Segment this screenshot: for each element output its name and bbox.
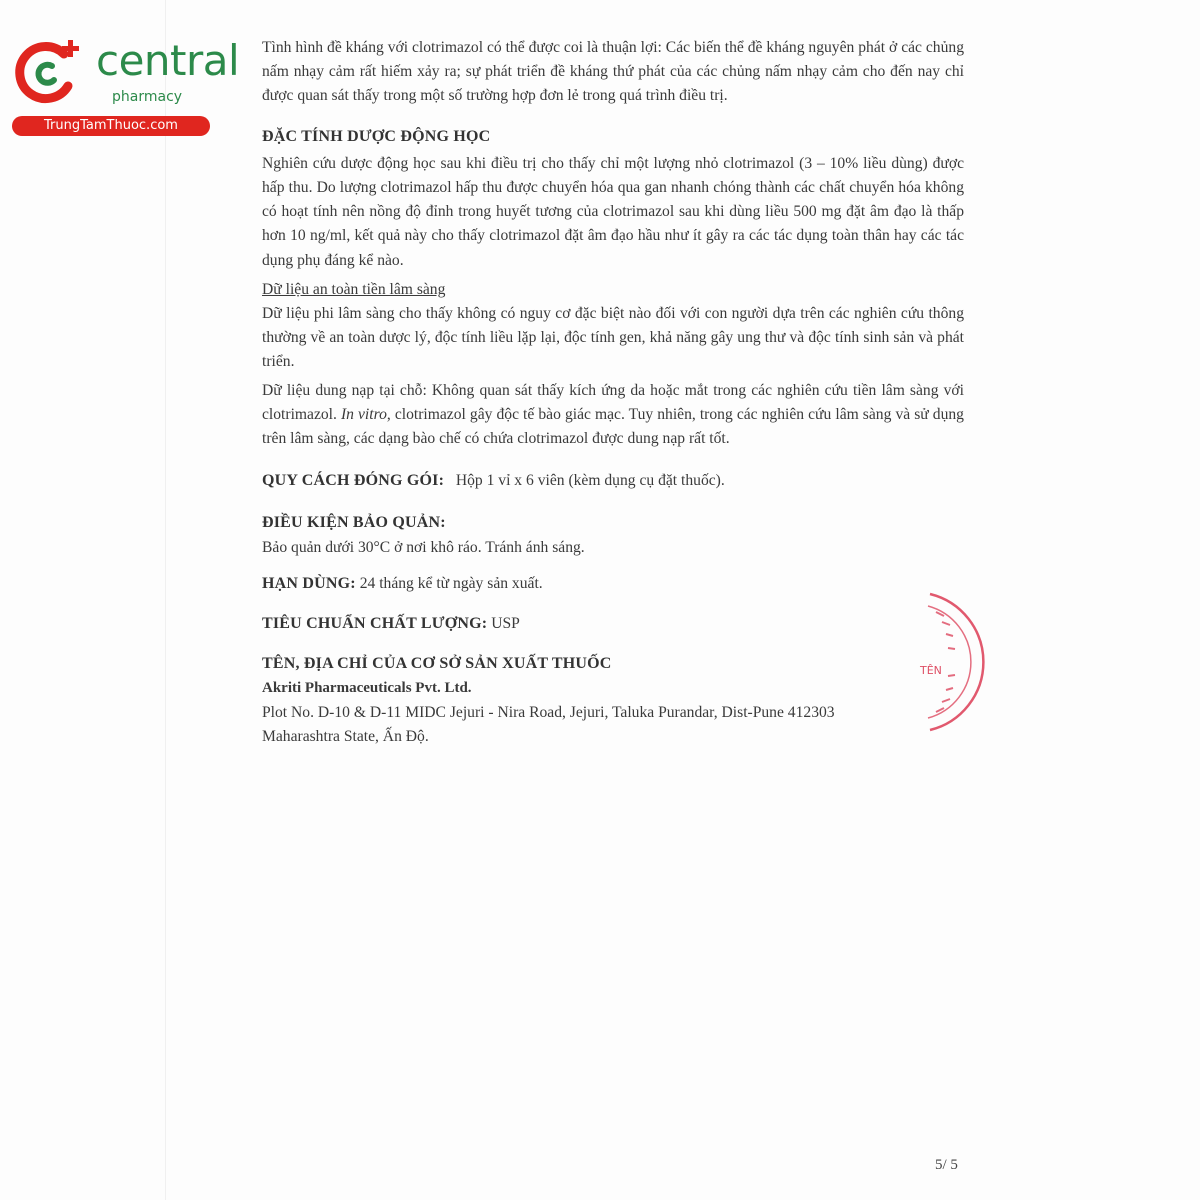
resistance-paragraph: Tình hình đề kháng với clotrimazol có thể được coi là thuận lợi: Các biến thể đề kháng nguyên phát ở các chủng nấm nhạy cảm rất hiếm xảy ra; sự phát triển đề kháng thứ phát của các chủng nấm nhạy cảm cho đến nay chỉ được quan sát thấy trong một số trường hợp đơn lẻ trong quá trình điều trị. [262, 39, 964, 105]
packaging-value: Hộp 1 vỉ x 6 viên (kèm dụng cụ đặt thuốc). [455, 472, 725, 490]
pk-paragraph: Nghiên cứu dược động học sau khi điều trị cho thấy chỉ một lượng nhỏ clotrimazol (3 – 10% liều dùng) được hấp thu. Do lượng clotrimazol hấp thu được chuyển hóa qua gan nhanh chóng thành các chất chuyển hóa không có hoạt tính nên nồng độ đỉnh trong huyết tương của clotrimazol sau khi dùng liều 500 mg đặt âm đạo là thấp hơn 10 ng/ml, kết quả này cho thấy clotrimazol đặt âm đạo hầu như ít gây ra các tác dụng toàn thân hay các tác dụng phụ đáng kể nào. [262, 154, 964, 269]
central-pharmacy-logo [12, 36, 240, 136]
shelf-life-label: HẠN DÙNG: [262, 574, 356, 592]
manufacturer-name: Akriti Pharmaceuticals Pvt. Ltd. [262, 680, 472, 697]
safety-p2-end: , clotrimazol gây độc tế bào giác mạc. Tuy nhiên, trong các nghiên cứu lâm sàng và sử dụng trên lâm sàng, các dạng bào chế có chứa clotrimazol được dung nạp rất tốt. [262, 405, 964, 448]
logo-sub-text: pharmacy [112, 89, 183, 105]
red-stamp-seal [890, 592, 1000, 732]
safety-p2-italic: In vitro [340, 405, 387, 423]
storage-label: ĐIỀU KIỆN BẢO QUẢN: [262, 514, 446, 532]
page-number: 5/ 5 [935, 1157, 958, 1173]
quality-line [262, 612, 964, 636]
safety-paragraph-1: Dữ liệu phi lâm sàng cho thấy không có nguy cơ đặc biệt nào đối với con người dựa trên các nghiên cứu thông thường về an toàn dược lý, độc tính liều lặp lại, độc tính gen, khả năng gây ung thư và độc tính sinh sản và phát triển. [262, 305, 964, 371]
shelf-life-line [262, 572, 964, 596]
quality-value: USP [491, 615, 520, 633]
shelf-life-value: 24 tháng kể từ ngày sản xuất. [359, 574, 543, 592]
central-logo-icon [12, 36, 84, 108]
packaging-label: QUY CÁCH ĐÓNG GÓI: [262, 472, 445, 490]
packaging-line [262, 469, 964, 493]
safety-heading: Dữ liệu an toàn tiền lâm sàng [262, 280, 446, 298]
document-body [262, 36, 964, 749]
manufacturer-address-1: Plot No. D-10 & D-11 MIDC Jejuri - Nira Road, Jejuri, Taluka Purandar, Dist-Pune 412303 [262, 703, 835, 721]
logo-brand-text: central [96, 36, 240, 85]
safety-p2-start: Dữ liệu dung nạp tại chỗ: Không quan sát thấy kích ứng da hoặc mắt trong các nghiên cứu tiền lâm sàng với clotrimazol. [262, 381, 964, 423]
page-edge-line [165, 0, 166, 1200]
manufacturer-address-2: Maharashtra State, Ấn Độ. [262, 727, 429, 745]
safety-paragraph-2 [262, 379, 964, 452]
stamp-text: TÊN [920, 664, 942, 677]
logo-site-banner: TrungTamThuoc.com [12, 116, 210, 136]
quality-label: TIÊU CHUẨN CHẤT LƯỢNG: [262, 615, 488, 633]
manufacturer-heading: TÊN, ĐỊA CHỈ CỦA CƠ SỞ SẢN XUẤT THUỐC [262, 655, 612, 673]
storage-value: Bảo quản dưới 30°C ở nơi khô ráo. Tránh ánh sáng. [262, 538, 585, 556]
pk-heading: ĐẶC TÍNH DƯỢC ĐỘNG HỌC [262, 127, 491, 145]
